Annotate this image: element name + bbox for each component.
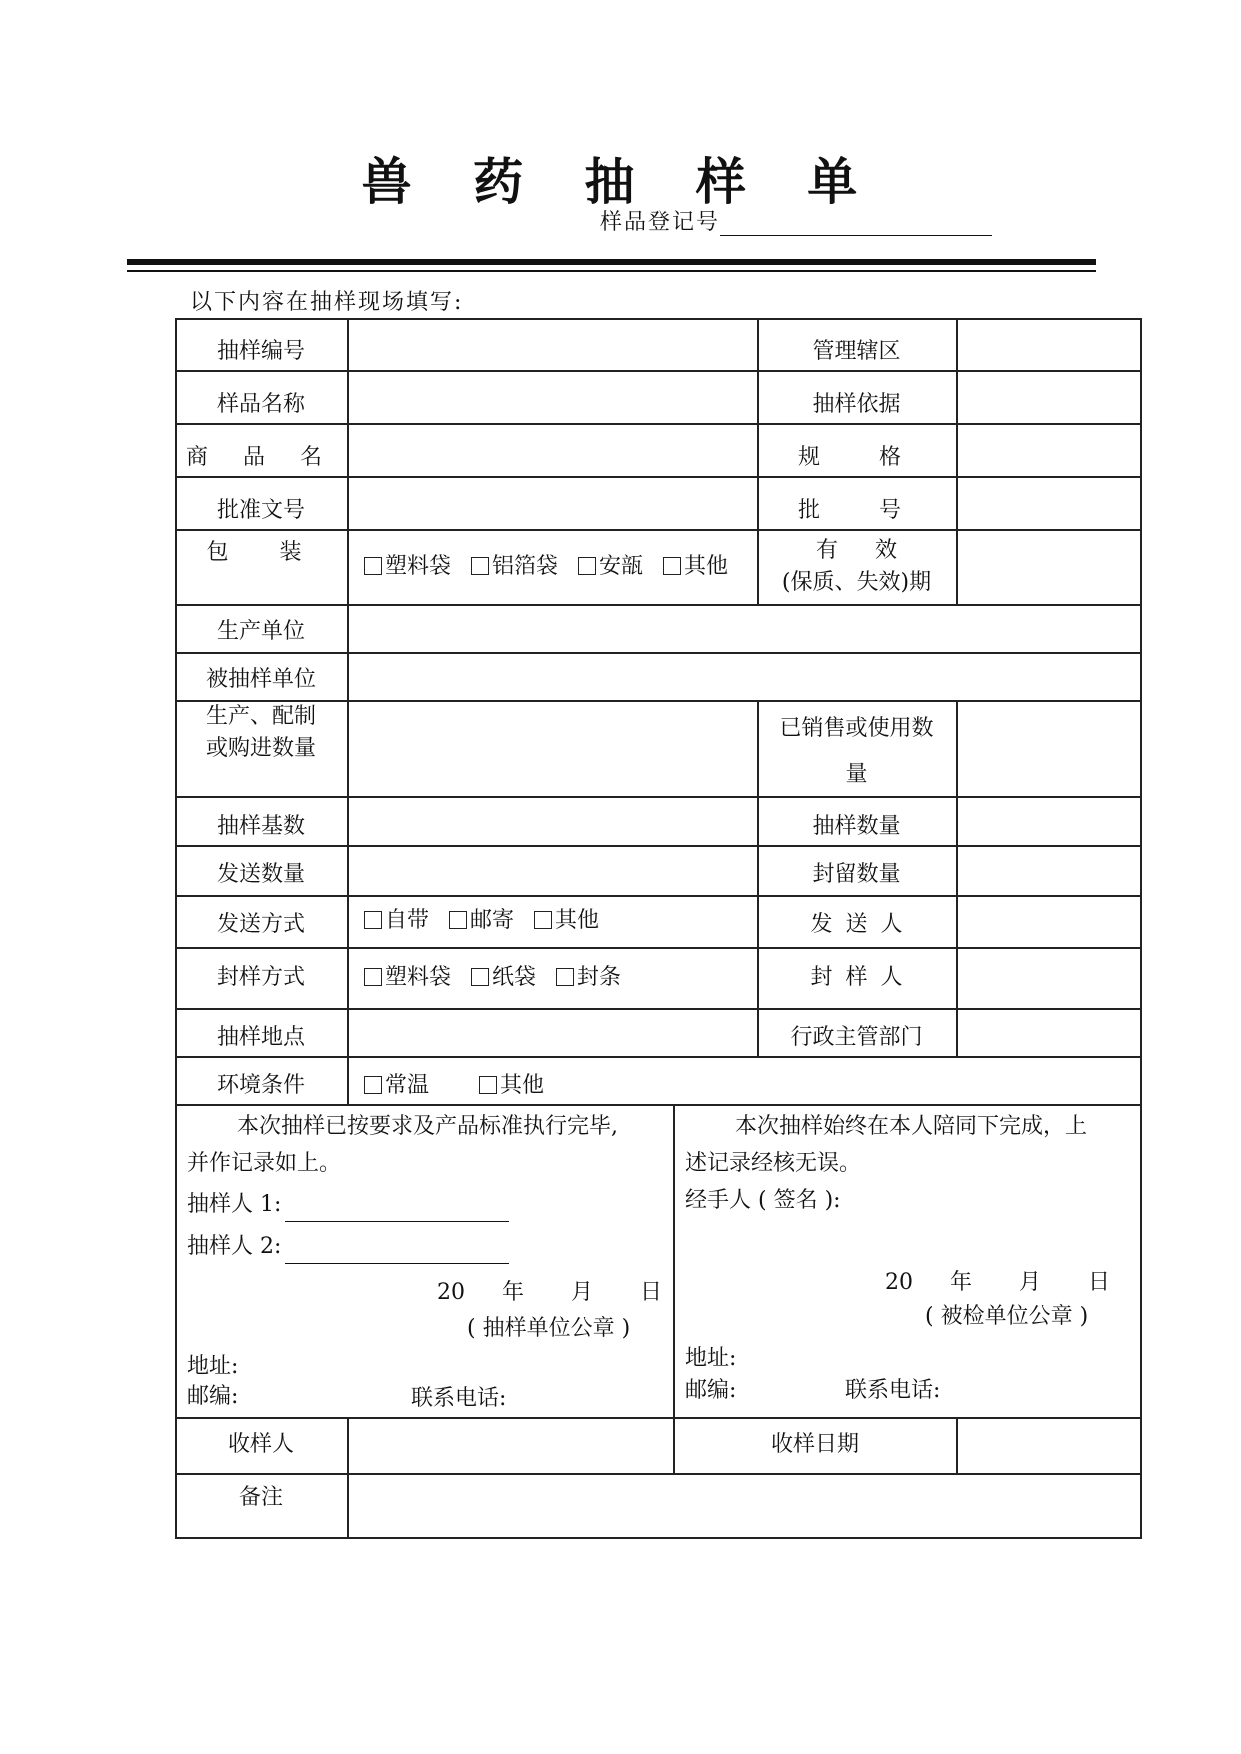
option-label: 塑料袋: [385, 553, 452, 579]
date-day: 日: [640, 1280, 663, 1305]
label-produced-qty: [175, 700, 347, 766]
checkbox-icon[interactable]: [364, 911, 382, 929]
field-sold-qty[interactable]: [957, 700, 1139, 796]
checkbox-icon[interactable]: [364, 968, 382, 986]
label-base-count: 抽样基数: [216, 813, 305, 839]
seal-option-plastic-bag[interactable]: [364, 962, 451, 994]
checkbox-icon[interactable]: [449, 911, 467, 929]
left-postcode: 邮编:: [187, 1384, 239, 1409]
sampler2-signature-field[interactable]: [285, 1239, 509, 1264]
label-sampled-unit: 被抽样单位: [205, 667, 316, 693]
field-base-count[interactable]: [348, 796, 756, 845]
option-label: 塑料袋: [385, 964, 452, 990]
left-address: 地址:: [187, 1354, 239, 1379]
field-jurisdiction[interactable]: [957, 318, 1139, 370]
witness-declaration: [685, 1110, 1137, 1415]
label-location: 抽样地点: [216, 1025, 305, 1051]
field-specification[interactable]: [957, 423, 1139, 476]
label-retained-qty: 封留数量: [812, 862, 901, 888]
checkbox-icon[interactable]: [556, 968, 574, 986]
sampler1-row: [187, 1188, 509, 1222]
label-specification: 规 格: [798, 444, 915, 470]
checkbox-icon[interactable]: [471, 968, 489, 986]
left-date: [437, 1276, 662, 1310]
date-year: 年: [950, 1270, 973, 1295]
field-send-qty[interactable]: [348, 845, 756, 895]
sampler1-label: 抽样人 1:: [187, 1192, 282, 1217]
checkbox-icon[interactable]: [471, 557, 489, 575]
right-phone: 联系电话:: [845, 1378, 941, 1403]
label-batch-no: 批 号: [798, 497, 915, 523]
send-option-self[interactable]: [364, 905, 429, 937]
seal-option-paper-bag[interactable]: [471, 962, 536, 994]
field-receiver[interactable]: [348, 1417, 672, 1473]
send-method-options: [348, 895, 772, 947]
option-label: 其他: [684, 553, 729, 579]
option-label: 其他: [500, 1073, 545, 1099]
environment-options: [348, 1062, 1155, 1110]
header-rule-thin: [127, 270, 1096, 272]
grid-line: [175, 1537, 1142, 1539]
date-20: 20: [437, 1280, 465, 1305]
page-title: 兽 药 抽 样 单: [361, 153, 880, 211]
field-receive-date[interactable]: [957, 1417, 1139, 1473]
send-option-mail[interactable]: [449, 905, 514, 937]
intro-text: 以下内容在抽样现场填写:: [190, 290, 464, 315]
right-date: [885, 1266, 1110, 1300]
option-label: 封条: [577, 964, 622, 990]
field-location[interactable]: [348, 1008, 756, 1056]
sampler-declaration: [187, 1110, 667, 1415]
declaration-line1: 本次抽样已按要求及产品标准执行完毕,: [237, 1114, 618, 1139]
date-year: 年: [502, 1280, 525, 1305]
field-sealer[interactable]: [957, 947, 1139, 1008]
env-option-other[interactable]: [479, 1070, 544, 1102]
label-remarks: 备注: [238, 1485, 283, 1511]
header-rule-thick: [127, 259, 1096, 265]
handler-label: 经手人 ( 签名 ):: [685, 1188, 841, 1213]
date-month: 月: [571, 1280, 594, 1305]
label-trade-name: 商 品 名: [186, 444, 336, 470]
field-retained-qty[interactable]: [957, 845, 1139, 895]
sold-qty-line2: 量: [845, 762, 868, 787]
field-sampling-basis[interactable]: [957, 370, 1139, 423]
field-sampled-unit[interactable]: [348, 652, 1139, 700]
field-manufacturer[interactable]: [348, 604, 1139, 652]
label-jurisdiction: 管理辖区: [812, 339, 901, 365]
checkbox-icon[interactable]: [534, 911, 552, 929]
packaging-option-plastic-bag[interactable]: [364, 551, 451, 583]
label-sampling-no: 抽样编号: [216, 339, 305, 365]
sampler-unit-seal: ( 抽样单位公章 ): [467, 1316, 631, 1341]
witness-line2: 述记录经核无误。: [685, 1151, 862, 1176]
env-option-room-temp[interactable]: [364, 1070, 429, 1102]
registration-number: [600, 205, 992, 236]
label-approval-no: 批准文号: [216, 497, 305, 523]
date-20: 20: [885, 1270, 913, 1295]
label-sample-name: 样品名称: [216, 391, 305, 417]
field-batch-no[interactable]: [957, 476, 1139, 529]
seal-option-strip[interactable]: [556, 962, 621, 994]
option-label: 其他: [555, 908, 600, 934]
label-sold-qty: [757, 704, 956, 800]
field-admin-dept[interactable]: [957, 1008, 1139, 1056]
sampler2-row: [187, 1230, 509, 1264]
label-receive-date: 收样日期: [770, 1432, 859, 1458]
label-sample-qty: 抽样数量: [812, 813, 901, 839]
label-sealer: 封 样 人: [810, 964, 903, 990]
option-label: 安瓿: [599, 553, 644, 579]
label-environment: 环境条件: [216, 1073, 305, 1099]
validity-line2: (保质、失效)期: [781, 569, 932, 595]
field-validity[interactable]: [957, 529, 1139, 604]
field-sender[interactable]: [957, 895, 1139, 947]
right-address: 地址:: [685, 1346, 737, 1371]
sold-qty-line1: 已销售或使用数: [779, 716, 934, 741]
registration-field[interactable]: [720, 209, 992, 236]
label-sampling-basis: 抽样依据: [812, 391, 901, 417]
field-approval-no[interactable]: [348, 476, 756, 529]
date-day: 日: [1088, 1270, 1111, 1295]
sampling-form: [175, 318, 1142, 1539]
field-sample-name[interactable]: [348, 370, 756, 423]
checkbox-icon[interactable]: [364, 557, 382, 575]
sampler1-signature-field[interactable]: [285, 1197, 509, 1222]
packaging-option-foil-bag[interactable]: [471, 551, 558, 583]
registration-label: 样品登记号: [600, 210, 721, 235]
option-label: 铝箔袋: [492, 553, 559, 579]
field-produced-qty[interactable]: [348, 700, 756, 796]
option-label: 常温: [385, 1073, 430, 1099]
field-sampling-no[interactable]: [348, 318, 756, 370]
checkbox-icon[interactable]: [663, 557, 681, 575]
produced-qty-line1: 生产、配制: [205, 704, 316, 729]
witness-line1: 本次抽样始终在本人陪同下完成，上: [735, 1114, 1088, 1139]
checkbox-icon[interactable]: [364, 1076, 382, 1094]
label-send-qty: 发送数量: [216, 862, 305, 888]
declaration-line2: 并作记录如上。: [187, 1151, 342, 1176]
date-month: 月: [1019, 1270, 1042, 1295]
checkbox-icon[interactable]: [578, 557, 596, 575]
left-phone: 联系电话:: [411, 1386, 507, 1411]
label-receiver: 收样人: [227, 1432, 294, 1458]
packaging-option-ampoule[interactable]: [578, 551, 643, 583]
seal-method-options: [348, 947, 772, 1008]
label-seal-method: 封样方式: [216, 964, 305, 990]
produced-qty-line2: 或购进数量: [205, 736, 316, 761]
sampler2-label: 抽样人 2:: [187, 1234, 282, 1259]
label-send-method: 发送方式: [216, 912, 305, 938]
option-label: 纸袋: [492, 964, 537, 990]
label-sender: 发 送 人: [810, 912, 903, 938]
send-option-other[interactable]: [534, 905, 599, 937]
field-trade-name[interactable]: [348, 423, 756, 476]
packaging-options: [348, 529, 772, 604]
label-admin-dept: 行政主管部门: [790, 1025, 923, 1051]
field-sample-qty[interactable]: [957, 796, 1139, 845]
label-validity: [757, 529, 956, 604]
validity-line1: 有 效: [816, 537, 897, 563]
right-postcode: 邮编:: [685, 1378, 737, 1403]
label-manufacturer: 生产单位: [216, 619, 305, 645]
packaging-option-other[interactable]: [663, 551, 728, 583]
checkbox-icon[interactable]: [479, 1076, 497, 1094]
option-label: 邮寄: [470, 908, 515, 934]
inspected-unit-seal: ( 被检单位公章 ): [925, 1304, 1089, 1329]
grid-line: [1140, 318, 1142, 1539]
field-remarks[interactable]: [348, 1473, 1139, 1537]
label-packaging: 包 装: [206, 540, 316, 566]
option-label: 自带: [385, 908, 430, 934]
